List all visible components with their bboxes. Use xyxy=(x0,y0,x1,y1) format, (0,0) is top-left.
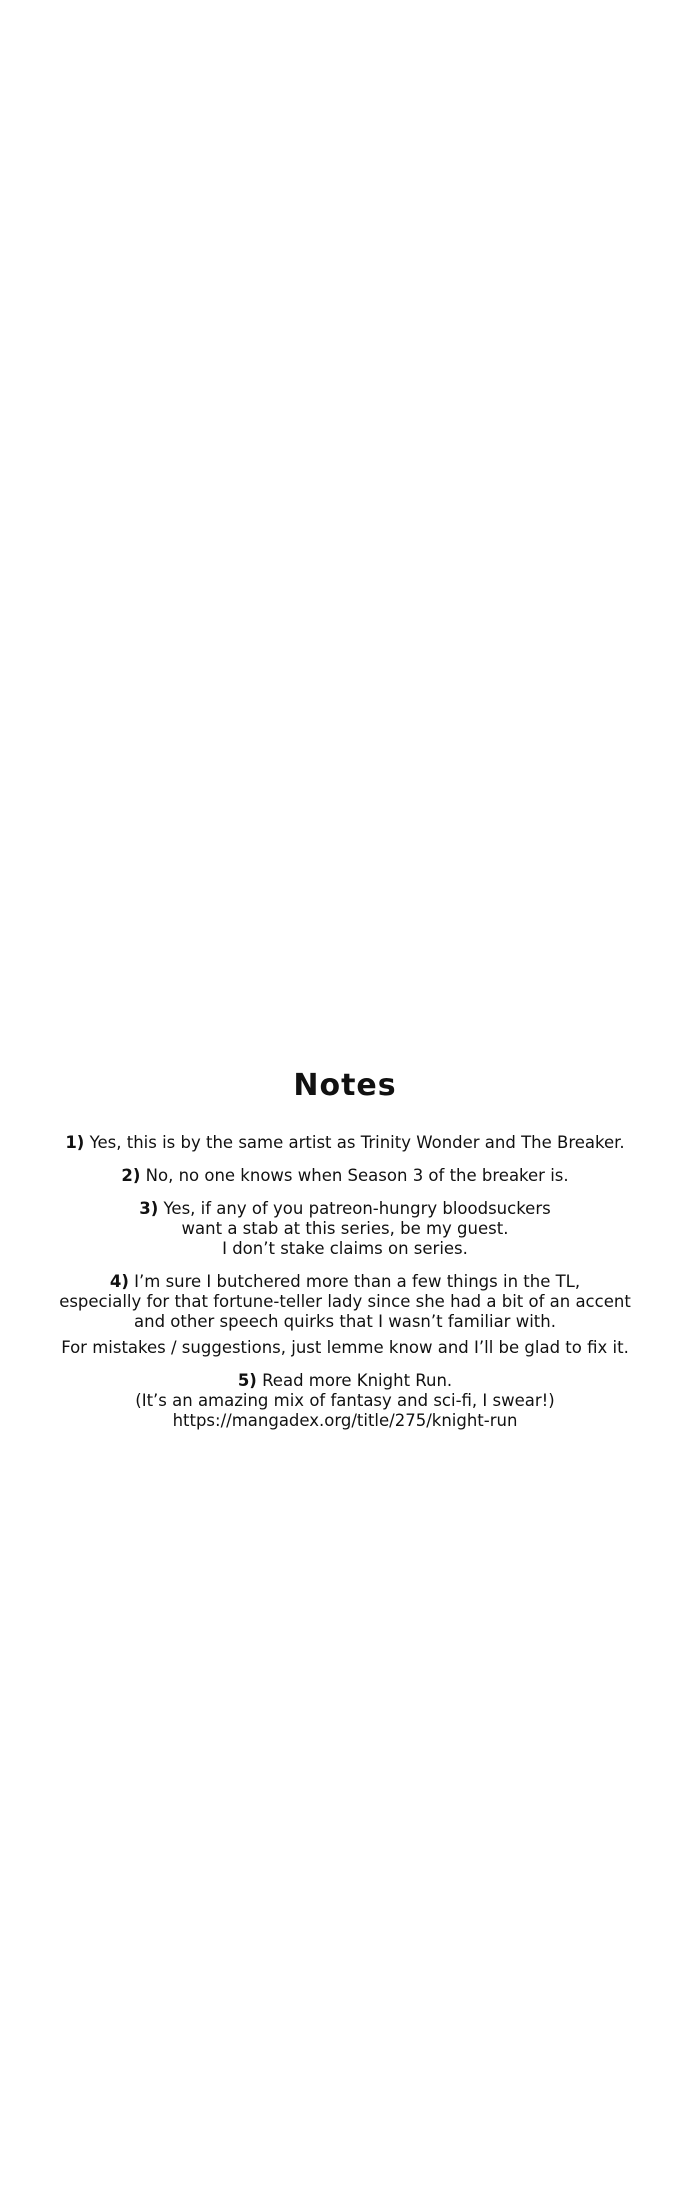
note-2-text: No, no one knows when Season 3 of the breaker is. xyxy=(140,1166,569,1185)
note-3-line-2: want a stab at this series, be my guest. xyxy=(181,1219,509,1238)
note-3-number: 3) xyxy=(139,1199,159,1218)
note-5-text-1: Read more Knight Run. xyxy=(256,1371,453,1390)
note-3-line-3: I don’t stake claims on series. xyxy=(222,1239,468,1258)
note-2-number: 2) xyxy=(121,1166,141,1185)
notes-list xyxy=(30,1133,660,1431)
page-title: Notes xyxy=(293,1068,397,1103)
note-4-line-4: For mistakes / suggestions, just lemme know and I’ll be glad to fix it. xyxy=(61,1338,629,1357)
note-4-line-2: especially for that fortune-teller lady since she had a bit of an accent xyxy=(59,1292,631,1311)
note-4-text-1: I’m sure I butchered more than a few things in the TL, xyxy=(128,1272,581,1291)
note-2 xyxy=(30,1166,660,1186)
note-4-number: 4) xyxy=(109,1272,129,1291)
note-3-line-1 xyxy=(30,1199,660,1219)
note-1-line xyxy=(30,1133,660,1153)
note-1 xyxy=(30,1133,660,1153)
note-4-line-1 xyxy=(30,1272,660,1292)
note-5-number: 5) xyxy=(237,1371,257,1390)
knight-run-link: https://mangadex.org/title/275/knight-run xyxy=(172,1411,518,1430)
note-3 xyxy=(30,1199,660,1259)
note-5 xyxy=(30,1371,660,1431)
note-4-line-3: and other speech quirks that I wasn’t familiar with. xyxy=(134,1312,556,1331)
note-5-line-1 xyxy=(30,1371,660,1391)
note-1-text: Yes, this is by the same artist as Trinity Wonder and The Breaker. xyxy=(84,1133,625,1152)
note-2-line xyxy=(30,1166,660,1186)
note-3-text-1: Yes, if any of you patreon-hungry bloodsuckers xyxy=(158,1199,551,1218)
note-1-number: 1) xyxy=(65,1133,85,1152)
note-4 xyxy=(30,1272,660,1358)
note-5-line-2: (It’s an amazing mix of fantasy and sci-fi, I swear!) xyxy=(135,1391,555,1410)
